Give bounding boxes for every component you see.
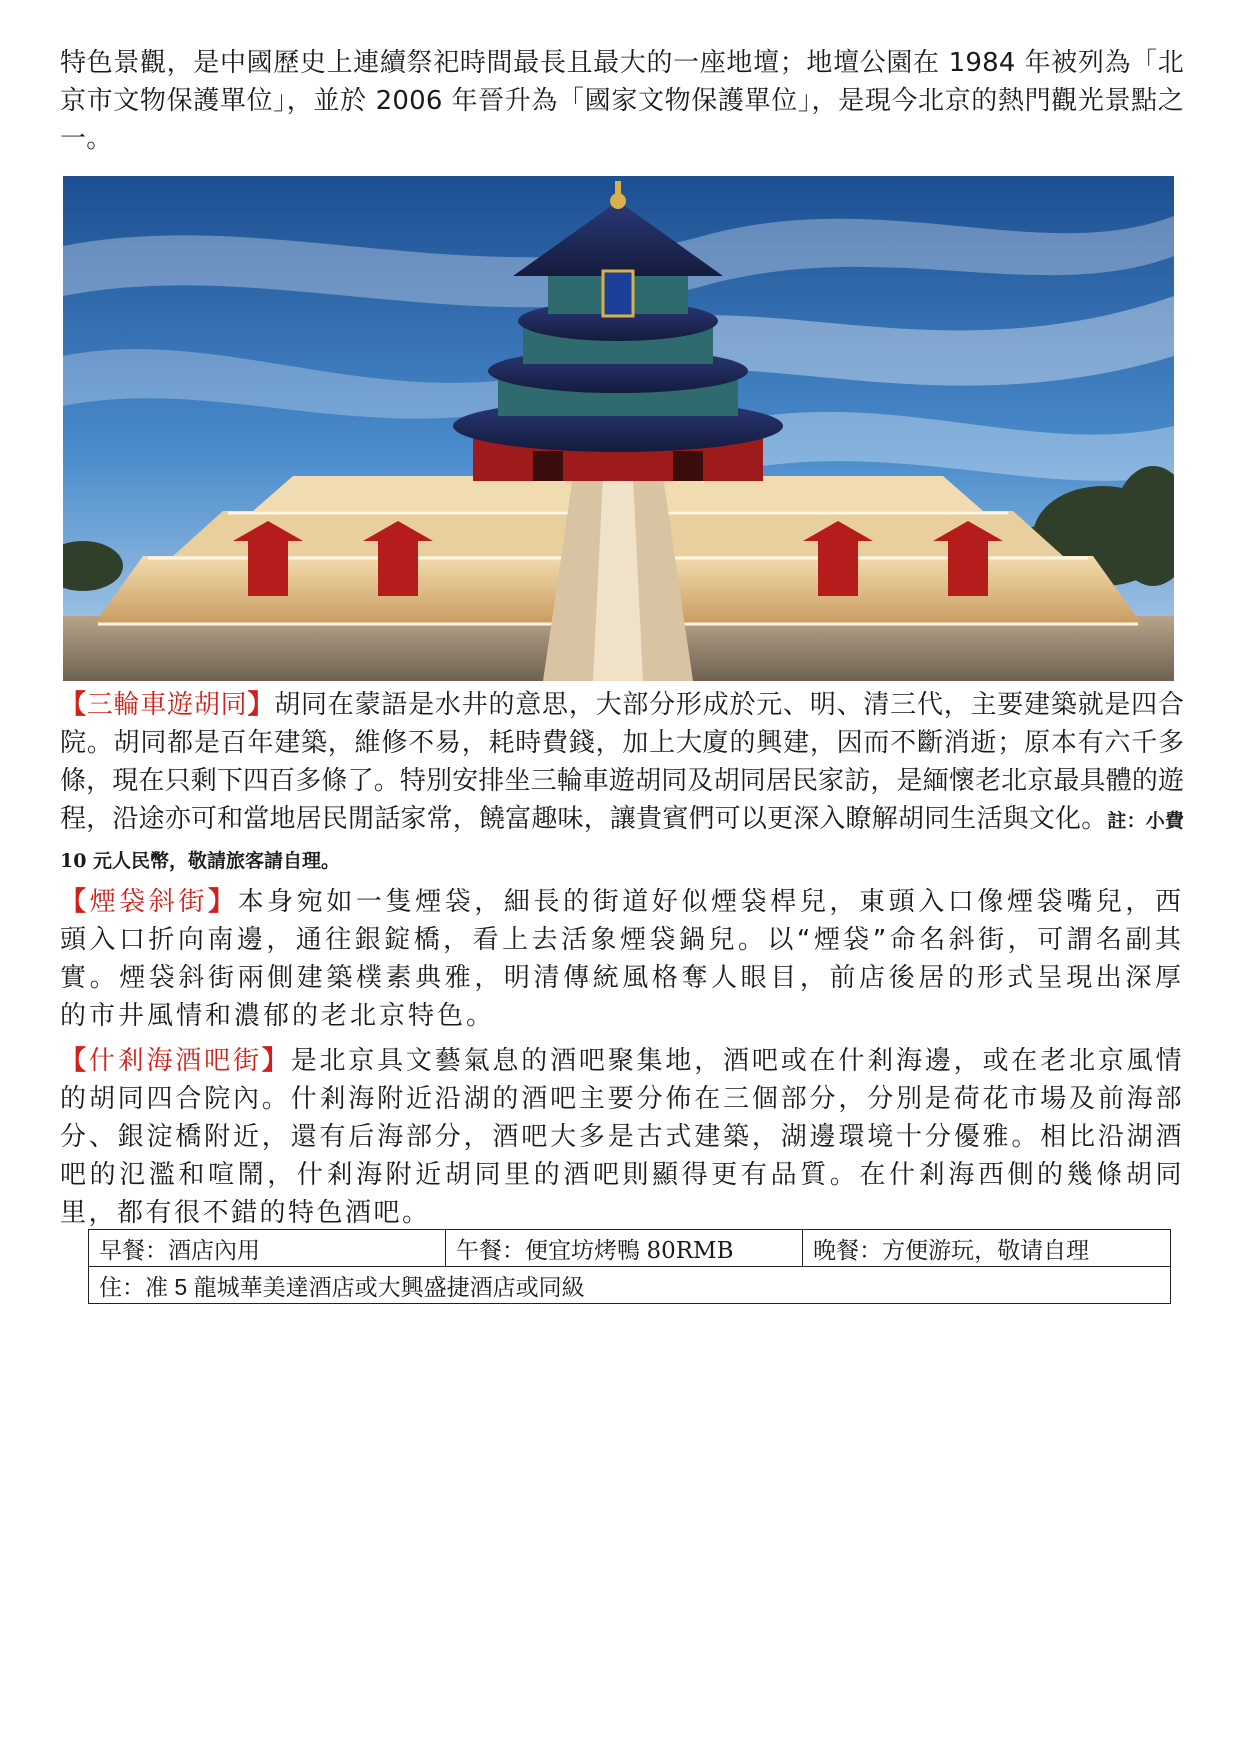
section-hutong-rickshaw — [60, 686, 1184, 880]
meals-row — [89, 1230, 1171, 1267]
section-shichahai-bar-street — [60, 1042, 1184, 1232]
section-title: 【煙袋斜街】 — [60, 887, 238, 917]
lunch-cell: 午餐：便宜坊烤鴨 80RMB — [446, 1230, 803, 1267]
dinner-cell: 晚餐：方便游玩，敬请自理 — [803, 1230, 1171, 1267]
hotel-row — [89, 1267, 1171, 1304]
section-yandai-street — [60, 883, 1184, 1035]
meals-table — [88, 1229, 1171, 1304]
tip-note: 註：小費 10 元人民幣，敬請旅客請自理。 — [60, 810, 1184, 872]
section-body: 胡同在蒙語是水井的意思，大部分形成於元、明、清三代，主要建築就是四合院。胡同都是百年建築，維修不易，耗時費錢，加上大廈的興建，因而不斷消逝；原本有六千多條，現在只剩下四百多條了。特別安排坐三輪車遊胡同及胡同居民家訪，是緬懷老北京最具體的遊程，沿途亦可和當地居民閒話家常，饒富趣味，讓貴賓們可以更深入瞭解胡同生活與文化。 — [60, 690, 1184, 834]
section-body: 是北京具文藝氣息的酒吧聚集地，酒吧或在什剎海邊，或在老北京風情的胡同四合院內。什剎海附近沿湖的酒吧主要分佈在三個部分，分別是荷花市場及前海部分、銀淀橋附近，還有后海部分，酒吧大多是古式建築，湖邊環境十分優雅。相比沿湖酒吧的氾濫和喧鬧，什剎海附近胡同里的酒吧則顯得更有品質。在什剎海西側的幾條胡同里，都有很不錯的特色酒吧。 — [60, 1046, 1184, 1228]
section-title: 【什剎海酒吧街】 — [60, 1046, 291, 1076]
section-body: 本身宛如一隻煙袋，細長的街道好似煙袋桿兒，東頭入口像煙袋嘴兒，西頭入口折向南邊，通往銀錠橋，看上去活象煙袋鍋兒。以“煙袋”命名斜街，可謂名副其實。煙袋斜街兩側建築樸素典雅，明清傳統風格奪人眼目，前店後居的形式呈現出深厚的市井風情和濃郁的老北京特色。 — [60, 887, 1184, 1031]
hotel-cell: 住：准 5 龍城華美達酒店或大興盛捷酒店或同級 — [89, 1267, 1171, 1304]
section-title: 【三輪車遊胡同】 — [60, 690, 275, 720]
temple-of-heaven-photo — [63, 176, 1174, 681]
intro-paragraph: 特色景觀，是中國歷史上連續祭祀時間最長且最大的一座地壇；地壇公園在 1984 年被列為「北京市文物保護單位」，並於 2006 年晉升為「國家文物保護單位」，是現今北京的熱門觀光景點之一。 — [60, 48, 1184, 154]
breakfast-cell: 早餐：酒店內用 — [89, 1230, 446, 1267]
